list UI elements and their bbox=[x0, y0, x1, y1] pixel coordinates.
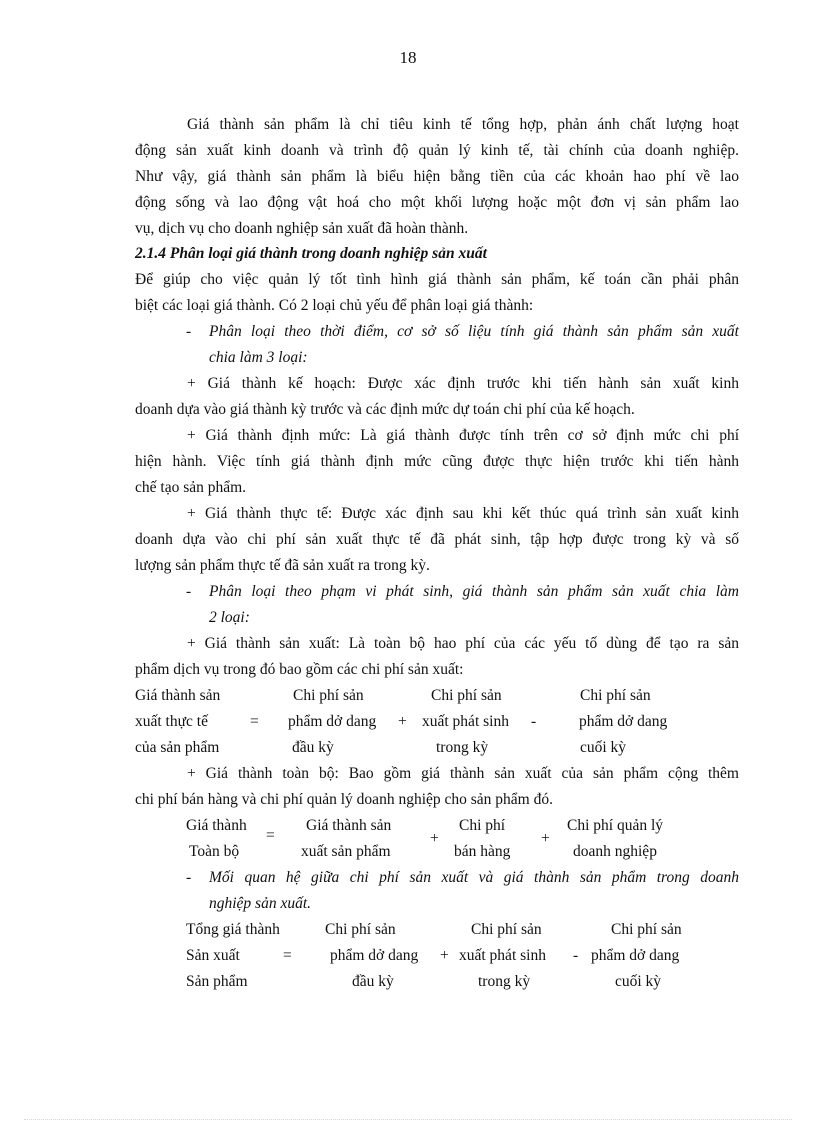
equals-sign: = bbox=[283, 947, 292, 964]
bullet-dash: - bbox=[186, 869, 192, 886]
paragraph-line: động sản xuất kinh doanh và trình độ quản lý kinh tế, tài chính của doanh nghiệp. bbox=[135, 142, 739, 159]
footer-divider bbox=[24, 1119, 792, 1120]
formula-term: đầu kỳ bbox=[292, 739, 334, 756]
paragraph-line: hiện hành. Việc tính giá thành định mức cũng được thực hiện trước khi tiến hành bbox=[135, 453, 739, 470]
equals-sign: = bbox=[266, 827, 275, 844]
paragraph-line: doanh dựa vào giá thành kỳ trước và các định mức dự toán chi phí của kế hoạch. bbox=[135, 401, 635, 418]
bullet-text: Phân loại theo thời điểm, cơ sở số liệu tính giá thành sản phẩm sản xuất bbox=[209, 323, 739, 340]
page-number: 18 bbox=[399, 48, 417, 67]
paragraph-line: biệt các loại giá thành. Có 2 loại chủ yếu để phân loại giá thành: bbox=[135, 297, 534, 314]
bullet-text: chia làm 3 loại: bbox=[209, 349, 308, 366]
bullet-dash: - bbox=[186, 583, 192, 600]
section-heading: 2.1.4 Phân loại giá thành trong doanh nghiệp sản xuất bbox=[135, 245, 487, 262]
formula-term: phẩm dở dang bbox=[288, 713, 377, 730]
formula-term: Chi phí bbox=[459, 817, 506, 834]
formula-term: Chi phí sản bbox=[471, 921, 542, 938]
paragraph-line: + Giá thành sản xuất: Là toàn bộ hao phí của các yếu tố dùng để tạo ra sản bbox=[187, 635, 739, 652]
paragraph-line: + Giá thành thực tế: Được xác định sau khi kết thúc quá trình sản xuất kinh bbox=[187, 505, 739, 522]
formula-term: Sản xuất bbox=[186, 947, 240, 964]
formula-term: Chi phí quản lý bbox=[567, 817, 664, 834]
formula-term: Toàn bộ bbox=[189, 843, 240, 860]
formula-term: trong kỳ bbox=[436, 739, 489, 756]
paragraph-line: Để giúp cho việc quản lý tốt tình hình giá thành sản phẩm, kế toán cần phải phân bbox=[135, 271, 739, 288]
plus-sign: + bbox=[398, 713, 407, 730]
formula-term: Giá thành sản bbox=[135, 687, 221, 704]
bullet-dash: - bbox=[186, 323, 192, 340]
plus-sign: + bbox=[430, 830, 439, 847]
formula-term: Chi phí sản bbox=[611, 921, 682, 938]
paragraph-line: chế tạo sản phẩm. bbox=[135, 479, 247, 496]
paragraph-line: + Giá thành định mức: Là giá thành được tính trên cơ sở định mức chi phí bbox=[187, 427, 739, 444]
formula-term: phẩm dở dang bbox=[330, 947, 419, 964]
minus-sign: - bbox=[573, 947, 579, 964]
bullet-text: Mối quan hệ giữa chi phí sản xuất và giá thành sản phẩm trong doanh bbox=[209, 869, 739, 886]
formula-term: Chi phí sản bbox=[325, 921, 396, 938]
formula-term: cuối kỳ bbox=[615, 973, 662, 990]
formula-term: của sản phẩm bbox=[135, 739, 220, 756]
paragraph-line: + Giá thành toàn bộ: Bao gồm giá thành sản xuất của sản phẩm cộng thêm bbox=[187, 765, 739, 782]
paragraph-line: + Giá thành kế hoạch: Được xác định trước khi tiến hành sản xuất kinh bbox=[187, 375, 739, 392]
formula-term: xuất sản phẩm bbox=[301, 843, 391, 860]
formula-term: Tổng giá thành bbox=[186, 921, 280, 938]
minus-sign: - bbox=[531, 713, 537, 730]
formula-term: xuất phát sinh bbox=[422, 713, 509, 730]
paragraph-line: phẩm dịch vụ trong đó bao gồm các chi phí sản xuất: bbox=[135, 661, 464, 678]
plus-sign: + bbox=[440, 947, 449, 964]
formula-term: phẩm dở dang bbox=[579, 713, 668, 730]
paragraph-line: vụ, dịch vụ cho doanh nghiệp sản xuất đã hoàn thành. bbox=[135, 220, 469, 237]
formula-term: đầu kỳ bbox=[352, 973, 394, 990]
formula-term: doanh nghiệp bbox=[573, 843, 657, 860]
bullet-text: Phân loại theo phạm vi phát sinh, giá thành sản phẩm sản xuất chia làm bbox=[209, 583, 739, 600]
formula-term: Chi phí sản bbox=[580, 687, 651, 704]
paragraph-line: doanh dựa vào chi phí sản xuất thực tế đã phát sinh, tập hợp được trong kỳ và số bbox=[135, 531, 739, 548]
formula-term: bán hàng bbox=[454, 843, 511, 860]
bullet-text: 2 loại: bbox=[209, 609, 250, 626]
plus-sign: + bbox=[541, 830, 550, 847]
paragraph-line: Như vậy, giá thành sản phẩm là biểu hiện bằng tiền của các khoản hao phí về lao bbox=[135, 168, 739, 185]
paragraph-line: Giá thành sản phẩm là chỉ tiêu kinh tế tổng hợp, phản ánh chất lượng hoạt bbox=[187, 116, 739, 133]
formula-term: Giá thành sản bbox=[306, 817, 392, 834]
equals-sign: = bbox=[250, 713, 259, 730]
formula-term: Giá thành bbox=[186, 817, 247, 834]
paragraph-line: chi phí bán hàng và chi phí quản lý doanh nghiệp cho sản phẩm đó. bbox=[135, 791, 553, 808]
paragraph-line: động sống và lao động vật hoá cho một khối lượng hoặc một đơn vị sản phẩm lao bbox=[135, 194, 739, 211]
bullet-text: nghiệp sản xuất. bbox=[209, 895, 312, 912]
paragraph-line: lượng sản phẩm thực tế đã sản xuất ra trong kỳ. bbox=[135, 557, 430, 574]
formula-term: xuất phát sinh bbox=[459, 947, 546, 964]
formula-term: trong kỳ bbox=[478, 973, 531, 990]
formula-term: xuất thực tế bbox=[135, 713, 208, 730]
formula-term: Chi phí sản bbox=[431, 687, 502, 704]
formula-term: Sản phẩm bbox=[186, 973, 248, 990]
formula-term: Chi phí sản bbox=[293, 687, 364, 704]
formula-term: phẩm dở dang bbox=[591, 947, 680, 964]
formula-term: cuối kỳ bbox=[580, 739, 627, 756]
